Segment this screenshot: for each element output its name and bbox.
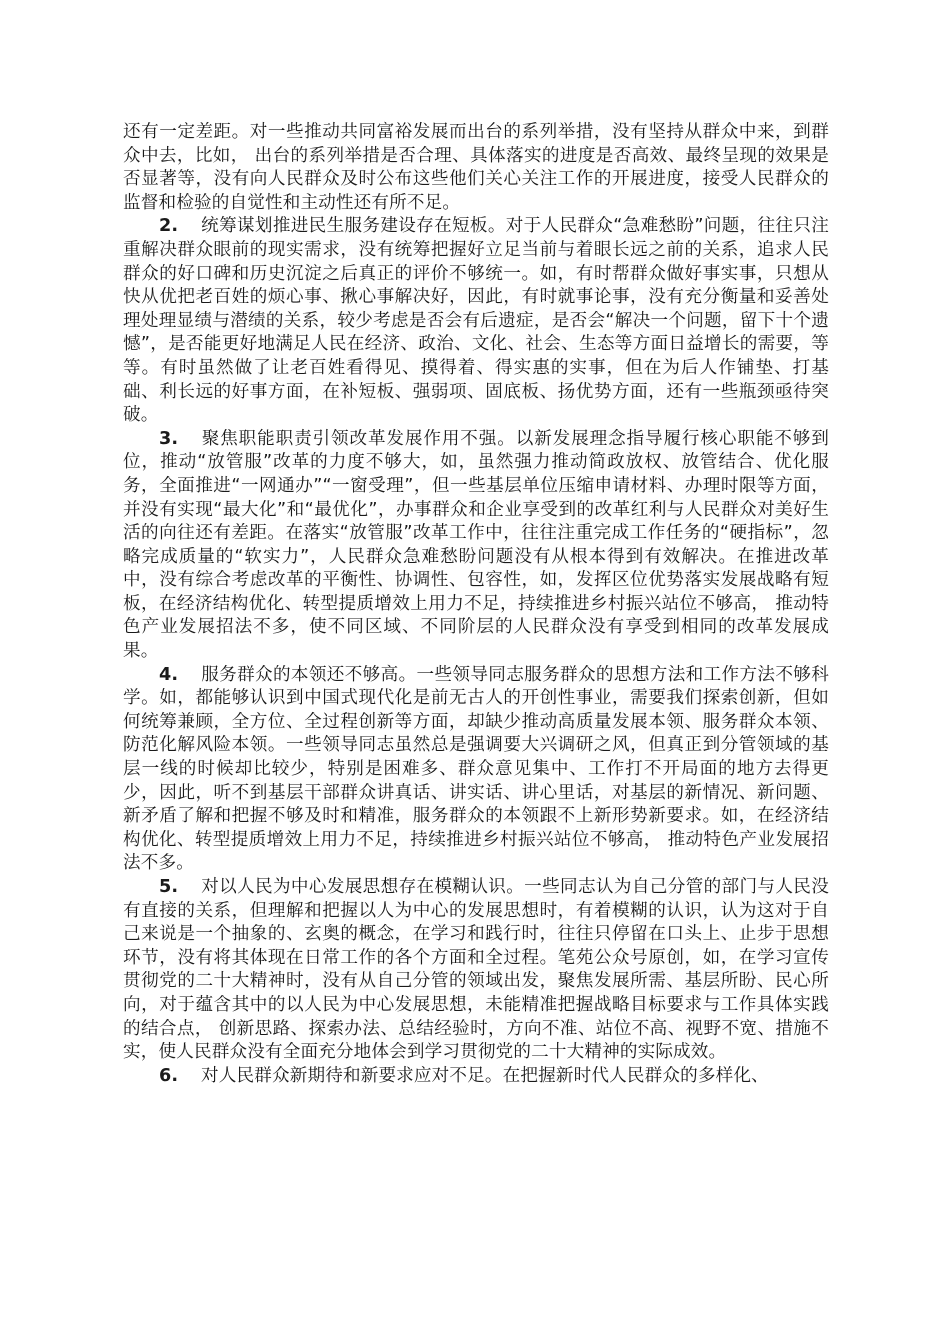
paragraph-item-5 bbox=[123, 876, 829, 1065]
paragraph-item-6 bbox=[123, 1065, 829, 1089]
paragraph-text: 服务群众的本领还不够高。一些领导同志服务群众的思想方法和工作方法不够科学。如，都能够认识到中国式现代化是前无古人的开创性事业，需要我们探索创新，但如何统筹兼顾，全方位、全过程创新等方面，却缺少推动高质量发展本领、服务群众本领、防范化解风险本领。一些领导同志虽然总是强调要大兴调研之风，但真正到分管领域的基层一线的时候却比较少，特别是困难多、群众意见集中、工作打不开局面的地方去得更少，因此，听不到基层干部群众讲真话、讲实话、讲心里话，对基层的新情况、新问题、新矛盾了解和把握不够及时和精准，服务群众的本领跟不上新形势新要求。如，在经济结构优化、转型提质增效上用力不足，持续推进乡村振兴站位不够高， 推动特色产业发展招法不多。 bbox=[123, 664, 829, 874]
paragraph-item-2 bbox=[123, 215, 829, 427]
item-number: 2. bbox=[159, 216, 179, 237]
paragraph-intro bbox=[123, 121, 829, 215]
item-number: 3. bbox=[159, 428, 179, 449]
paragraph-text: 统筹谋划推进民生服务建设存在短板。对于人民群众“急难愁盼”问题，往往只注重解决群众眼前的现实需求，没有统筹把握好立足当前与着眼长远之前的关系，追求人民群众的好口碑和历史沉淀之后真正的评价不够统一。如，有时帮群众做好事实事，只想从快从优把老百姓的烦心事、揪心事解决好，因此，有时就事论事，没有充分衡量和妥善处理处理显绩与潜绩的关系，较少考虑是否会有后遗症，是否会“解决一个问题，留下十个遗憾”，是否能更好地满足人民在经济、政治、文化、社会、生态等方面日益增长的需要，等等。有时虽然做了让老百姓看得见、摸得着、得实惠的实事，但在为后人作铺垫、打基础、利长远的好事方面，在补短板、强弱项、固底板、扬优势方面，还有一些瓶颈亟待突破。 bbox=[123, 216, 829, 426]
item-number: 6. bbox=[159, 1065, 179, 1086]
paragraph-item-3 bbox=[123, 428, 829, 664]
item-number: 5. bbox=[159, 877, 179, 897]
paragraph-text: 还有一定差距。对一些推动共同富裕发展而出台的系列举措，没有坚持从群众中来，到群众中去，比如， 出台的系列举措是否合理、具体落实的进度是否高效、最终呈现的效果是否显著等，没有向人民群众及时公布这些他们关心关注工作的开展进度，接受人民群众的监督和检验的自觉性和主动性还有所不足。 bbox=[123, 122, 829, 213]
paragraph-item-4 bbox=[123, 664, 829, 876]
paragraph-text: 对以人民为中心发展思想存在模糊认识。一些同志认为自己分管的部门与人民没有直接的关系，但理解和把握以人为中心的发展思想时，有着模糊的认识，认为这对于自己来说是一个抽象的、玄奥的概念，在学习和践行时，往往只停留在口头上、止步于思想环节，没有将其体现在日常工作的各个方面和全过程。笔苑公众号原创，如，在学习宣传贯彻党的二十大精神时，没有从自己分管的领域出发，聚焦发展所需、基层所盼、民心所向，对于蕴含其中的以人民为中心发展思想，未能精准把握战略目标要求与工作具体实践的结合点， 创新思路、探索办法、总结经验时，方向不准、站位不高、视野不宽、措施不实，使人民群众没有全面充分地体会到学习贯彻党的二十大精神的实际成效。 bbox=[123, 877, 829, 1063]
paragraph-text: 聚焦职能职责引领改革发展作用不强。以新发展理念指导履行核心职能不够到位，推动“放管服”改革的力度不够大，如，虽然强力推动简政放权、放管结合、优化服务，全面推进“一网通办”“一窗受理”，但一些基层单位压缩申请材料、办理时限等方面，并没有实现“最大化”和“最优化”，办事群众和企业享受到的改革红利与人民群众对美好生活的向往还有差距。在落实“放管服”改革工作中，往往注重完成工作任务的“硬指标”，忽略完成质量的“软实力”，人民群众急难愁盼问题没有从根本得到有效解决。在推进改革中，没有综合考虑改革的平衡性、协调性、包容性，如，发挥区位优势落实发展战略有短板，在经济结构优化、转型提质增效上用力不足，持续推进乡村振兴站位不够高， 推动特色产业发展招法不多，使不同区域、不同阶层的人民群众没有享受到相同的改革发展成果。 bbox=[123, 428, 829, 662]
paragraph-text: 对人民群众新期待和新要求应对不足。在把握新时代人民群众的多样化、 bbox=[201, 1065, 769, 1086]
document-page bbox=[123, 121, 829, 1088]
item-number: 4. bbox=[159, 664, 179, 685]
